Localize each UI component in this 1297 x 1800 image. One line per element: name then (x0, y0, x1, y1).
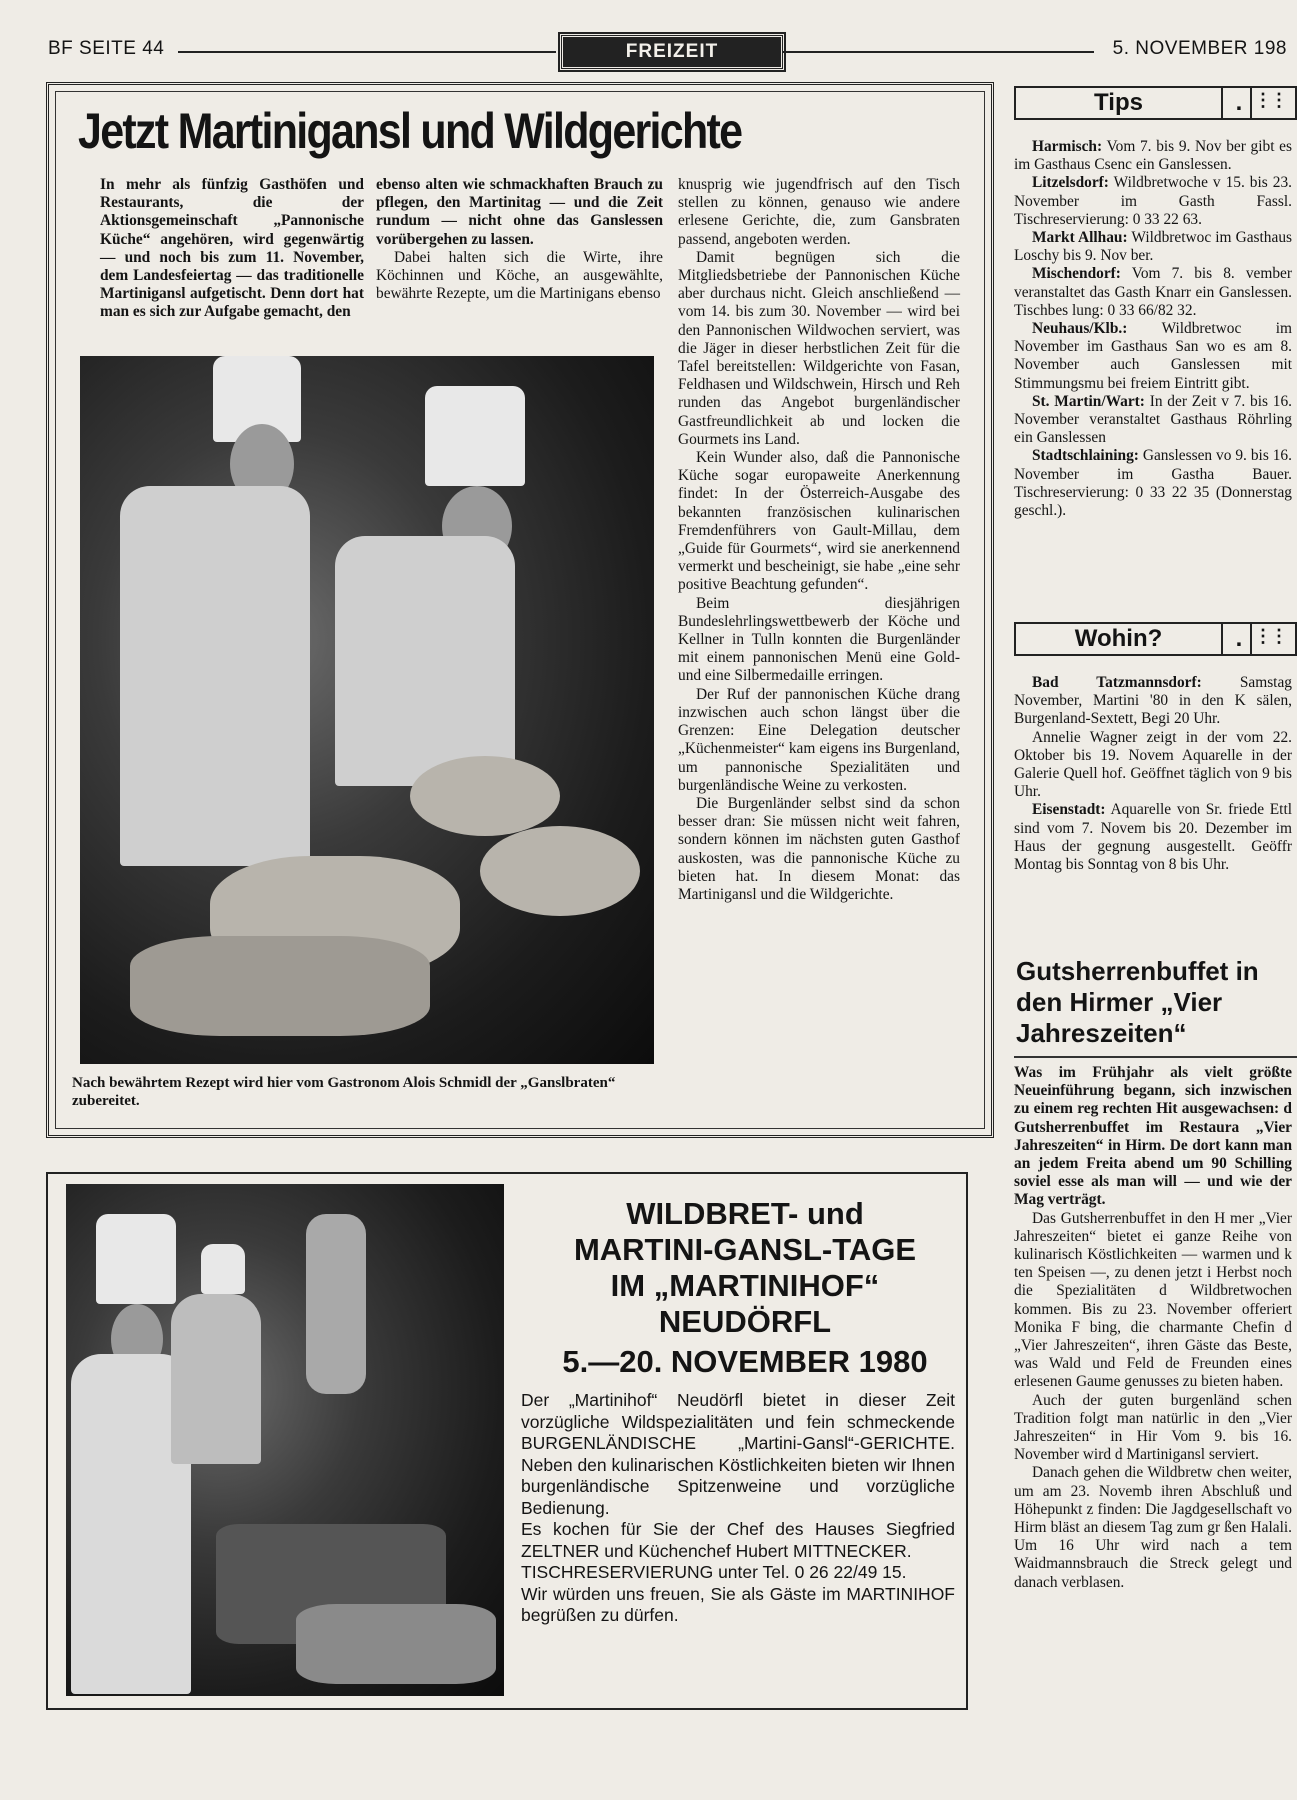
tips-entry (1014, 393, 1292, 448)
gutsherren-p3: Auch der guten burgenländ schen Tradition folgt man natürlic in den „Vier Jahreszeiten“ in Hir Vom 9. bis 16. November wird d Martinigansl serviert. (1014, 1391, 1292, 1464)
ad-title-line-3: IM „MARTINIHOF“ (610, 1268, 880, 1303)
article-col2-lead: ebenso alten wie schmackhaften Brauch zu pflegen, den Martinitag — und die Zeit rundum — nicht ohne das Ganslessen vorübergehen zu lassen. (376, 176, 663, 248)
tips-text: Wildbretwoche v 15. bis 23. November im Gasth Fassl. Tischreservierung: 0 33 22 63. (1014, 174, 1292, 228)
gutsherren-p4: Danach gehen die Wildbretw chen weiter, um am 23. Novemb ihren Abschluß und Höhepunkt z finden: Die Jagdgesellschaft vo Hirm bläst an diesem Tag zum gr ßen Halali. Um 16 Uhr wird nach a tem Waidmannsbrauch die Streck gelegt und danach verblasen. (1014, 1464, 1292, 1591)
wohin-ornament-icon: ⋮⋮ (1254, 626, 1286, 646)
wohin-text: Samstag November, Martini '80 in den K sälen, Burgenland-Sextett, Begi 20 Uhr. (1014, 674, 1292, 728)
tips-entry (1014, 138, 1292, 174)
article-column-1 (100, 176, 364, 322)
tips-place: St. Martin/Wart: (1032, 392, 1145, 410)
tips-entry (1014, 174, 1292, 229)
tips-heading: Tips (1016, 88, 1223, 118)
gutsherren-p2: Das Gutsherrenbuffet in den H mer „Vier Jahreszeiten“ bietet ei ganze Reihe von kulinarisch Köstlichkeiten — warmen und k ten Speisen —, zu denen jetzt i Herbst noch die Spezialitäten d Wildbretwochen kommen. Bis zu 23. November offeriert Monika F bing, die charmante Chefin d „Vier Jahreszeiten“, ihren Gäste das Beste, was Wald und Feld de Freunden eines erlesenen Gaume genusses zu bieten haben. (1014, 1209, 1292, 1391)
gutsherren-article (1014, 1064, 1292, 1592)
ad-title-line-2: MARTINI-GANSL-TAGE (573, 1232, 917, 1267)
tips-place: Stadtschlaining: (1032, 447, 1139, 465)
article-col3-p2: Damit begnügen sich die Mitgliedsbetriebe der Pannonischen Küche aber durchaus nicht. Gleich anschließend — vom 14. bis zum 30. November — wird bei den Pannonischen Wildwochen serviert, was die Jäger in dieser herbstlichen Zeit für die Tafel bereitstellen: Wildgerichte von Fasan, Feldhasen und Wildschwein, Hirsch und Reh runden das Angebot burgenländischer Gastfreundlichkeit ab und locken die Gourmets ins Land. (678, 248, 960, 448)
ad-title-line-5: 5.—20. NOVEMBER 1980 (562, 1344, 928, 1379)
wohin-text: Aquarelle von Sr. friede Ettl sind vom 7. Novem bis 20. Dezember im Haus der gegnung ausgestellt. Geöffr Montag bis Sonntag von 8 bis Uhr. (1014, 801, 1293, 874)
tips-text: Vom 7. bis 9. Nov ber gibt es im Gasthaus Csenc ein Ganslessen. (1014, 138, 1292, 174)
tips-list (1014, 138, 1292, 520)
ad-title (520, 1196, 970, 1380)
header-rule-left (178, 51, 556, 53)
tips-entry (1014, 229, 1292, 265)
article-col3-p3: Kein Wunder also, daß die Pannonische Küche sogar europaweite Anerkennung findet: In der Österreich-Ausgabe des bekannten französischen kulinarischen Fremdenführers von Gault-Millau, dem „Guide für Gourmets“, wird sie anerkennend vermerkt und bescheinigt, sie habe „eine sehr positive Beachtung gefunden“. (678, 449, 960, 594)
tips-text: In der Zeit v 7. bis 16. November veranstaltet Gasthaus Röhrling ein Ganslessen (1014, 392, 1293, 447)
wohin-place: Bad Tatzmannsdorf: (1032, 674, 1202, 691)
ad-body (521, 1390, 955, 1627)
ad-body-p4: Wir würden uns freuen, Sie als Gäste im MARTINIHOF begrüßen zu dürfen. (521, 1583, 955, 1625)
article-headline: Jetzt Martinigansl und Wildgerichte (78, 103, 742, 159)
ad-body-p1: Der „Martinihof“ Neudörfl bietet in dieser Zeit vorzügliche Wildspezialitäten und fein schmeckende BURGENLÄNDISCHE „Martini-Gansl“-GERICHTE. Neben den kulinarischen Köstlichkeiten bieten wir Ihnen burgenländische Spitzenweine und vorzügliche Bedienung. (521, 1390, 955, 1518)
ad-title-line-1: WILDBRET- und (626, 1196, 864, 1231)
tips-entry (1014, 320, 1292, 393)
wohin-entry (1014, 674, 1292, 729)
section-tag: FREIZEIT (560, 34, 784, 70)
tips-place: Litzelsdorf: (1032, 174, 1109, 192)
tips-place: Harmisch: (1032, 138, 1103, 155)
wohin-text: Annelie Wagner zeigt in der vom 22. Oktober bis 19. Novem Aquarelle in der Galerie Quell hof. Geöffnet täglich von 9 bis Uhr. (1014, 728, 1292, 801)
gutsherren-headline: Gutsherrenbuffet in den Hirmer „Vier Jahreszeiten“ (1016, 956, 1259, 1048)
article-col3-p1: knusprig wie jugendfrisch auf den Tisch stellen zu können, genauso wie andere erlesene Gerichte, die, zum Gansbraten passend, angeboten werden. (678, 176, 960, 248)
tips-entry (1014, 265, 1292, 320)
article-lead: In mehr als fünfzig Gasthöfen und Restaurants, die der Aktionsgemeinschaft „Pannonische Küche“ angehören, wird gegenwärtig — und noch bis zum 11. November, dem Landesfeiertag — das traditionelle Martinigansl aufgetischt. Denn dort hat man es sich zur Aufgabe gemacht, den (100, 176, 364, 321)
wohin-entry (1014, 729, 1292, 802)
tips-place: Mischendorf: (1032, 265, 1121, 283)
tips-heading-box (1014, 86, 1297, 120)
wohin-list (1014, 674, 1292, 874)
wohin-heading: Wohin? (1016, 624, 1223, 654)
ad-photo-kitchen (66, 1184, 504, 1696)
article-column-3 (678, 176, 960, 904)
gutsherren-lead: Was im Frühjahr als vielt größte Neueinführung begann, sich inzwischen zu einem reg rechten Hit ausgewachsen: d Gutsherrenbuffet im Restaura „Vier Jahreszeiten“ in Hirm. De dort kann man an jedem Freita abend um 90 Schilling soviel esse als man will — und wie der Mag verträgt. (1014, 1064, 1292, 1209)
tips-text: Wildbretwoc im Gasthaus Loschy bis 9. Nov ber. (1014, 229, 1293, 265)
wohin-heading-box (1014, 622, 1297, 656)
issue-date: 5. NOVEMBER 198 (1112, 38, 1287, 59)
tips-entry (1014, 447, 1292, 520)
tips-place: Neuhaus/Klb.: (1032, 320, 1128, 338)
photo-caption: Nach bewährtem Rezept wird hier vom Gastronom Alois Schmidl der „Ganslbraten“ zubereitet. (72, 1075, 616, 1109)
header-rule-right (782, 51, 1094, 53)
ad-body-p2: Es kochen für Sie der Chef des Hauses Siegfried ZELTNER und Küchenchef Hubert MITTNECKER. (521, 1519, 955, 1561)
tips-dot-icon: . (1228, 88, 1252, 118)
article-col3-p6: Die Burgenländer selbst sind da schon besser dran: Sie müssen nicht weit fahren, sondern können im nächsten guten Gasthof auskosten, was die pannonische Küche zu bieten hat. In diesem Monat: das Martinigansl und die Wildgerichte. (678, 794, 960, 903)
article-col3-p5: Der Ruf der pannonischen Küche drang inzwischen auch schon längst über die Grenzen: Eine Delegation deutscher „Küchenmeister“ kam eigens ins Burgenland, um pannonische Spezialitäten und burgenländische Weine zu verkosten. (678, 685, 960, 794)
wohin-entry (1014, 801, 1292, 874)
article-column-2 (376, 176, 663, 303)
page-number: BF SEITE 44 (48, 38, 165, 59)
wohin-place: Eisenstadt: (1032, 801, 1106, 819)
article-col2-paragraph: Dabei halten sich die Wirte, ihre Köchinnen und Köche, an ausgewählte, bewährte Rezepte, um die Martinigans ebenso (376, 248, 663, 303)
wohin-dot-icon: . (1228, 624, 1252, 654)
tips-place: Markt Allhau: (1032, 229, 1128, 247)
article-photo-chefs (80, 356, 654, 1064)
article-col3-p4: Beim diesjährigen Bundeslehrlingswettbewerb der Köche und Kellner in Tulln konnten die Burgenländer mit einem pannonischen Menü eine Gold- und eine Silbermedaille erringen. (678, 594, 960, 685)
ad-title-line-4: NEUDÖRFL (658, 1304, 832, 1339)
tips-text: Wildbretwoc im November im Gasthaus San wo es am 8. November auch Ganslessen mit Stimmungsmu bei freiem Eintritt gibt. (1014, 320, 1292, 392)
gutsherren-rule (1014, 1056, 1297, 1058)
tips-ornament-icon: ⋮⋮ (1254, 90, 1286, 110)
tips-text: Ganslessen vo 9. bis 16. November im Gastha Bauer. Tischreservierung: 0 33 22 35 (Donnerstag geschl.). (1014, 447, 1292, 520)
tips-text: Vom 7. bis 8. vember veranstaltet das Gasth Knarr ein Ganslessen. Tischbes lung: 0 33 66/82 32. (1014, 265, 1292, 319)
ad-body-p3: TISCHRESERVIERUNG unter Tel. 0 26 22/49 15. (521, 1562, 907, 1582)
